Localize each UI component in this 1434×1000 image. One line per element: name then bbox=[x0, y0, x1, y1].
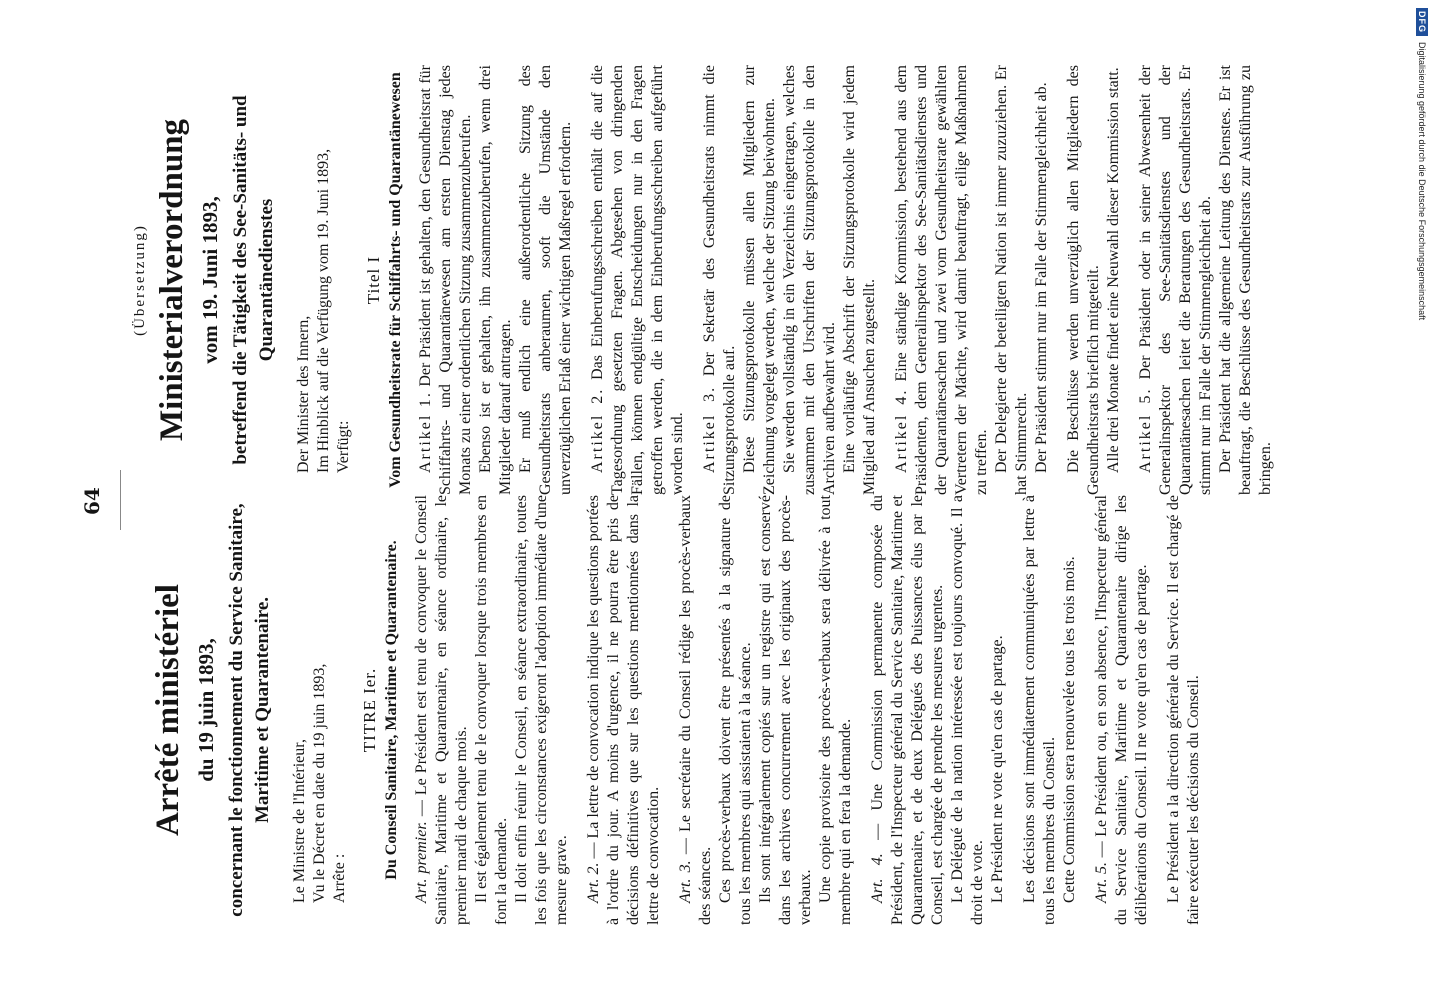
german-paragraph bbox=[780, 65, 840, 495]
french-paragraph bbox=[412, 495, 472, 925]
german-paragraph bbox=[992, 65, 1032, 495]
german-paragraph bbox=[892, 65, 992, 495]
french-article-label: Art. 5. bbox=[1093, 861, 1110, 903]
french-paragraph-text: — Le secrétaire du Conseil rédige les procès-verbaux des séances. bbox=[677, 495, 714, 925]
french-paragraph bbox=[756, 495, 816, 925]
german-article-label: Artikel 1. bbox=[417, 391, 434, 473]
french-paragraph-text: Le Président a la direction générale du Service. Il est chargé de faire exécuter les décisions du Conseil. bbox=[1165, 495, 1202, 925]
german-articles bbox=[416, 65, 1276, 495]
german-paragraph-text: Der Präsident hat die allgemeine Leitung des Dienstes. Er ist beauftragt, die Beschlüsse des Gesundheitsrats zur Ausführung zu bringen. bbox=[1217, 65, 1274, 495]
german-paragraph-text: Die Beschlüsse werden unverzüglich allen Mitgliedern des Gesundheitsrats brieflich mitgeteilt. bbox=[1065, 65, 1102, 495]
french-prelude-line: Le Ministre de l'Intérieur, bbox=[291, 739, 308, 903]
french-article-label: Art. 3. bbox=[677, 860, 694, 903]
german-paragraph-text: Eine ständige Kommission, bestehend aus dem Präsidenten, dem Generalinspektor des See-Sanitätsdienstes und der Quarantänesachen und zwei vom Gesundheitsrate gewählten Vertretern der Mächte, wird damit beauftragt, eilige Maßnahmen zu treffen. bbox=[893, 65, 990, 495]
german-titel-heading: Titel I bbox=[364, 255, 383, 305]
digitization-sidebar bbox=[1408, 8, 1432, 988]
french-article-label: Art. 4. bbox=[869, 853, 886, 903]
french-paragraph bbox=[584, 495, 664, 925]
french-prelude-line: Vu le Décret en date du 19 juin 1893, bbox=[311, 663, 328, 903]
german-paragraph bbox=[1136, 65, 1216, 495]
german-paragraph-text: Ebenso ist er gehalten, ihn zusammenzuberufen, wenn drei Mitglieder darauf antragen. bbox=[477, 65, 514, 495]
german-paragraph-text: Diese Sitzungsprotokolle müssen allen Mitgliedern zur Zeichnung vorgelegt werden, welche der Sitzung beiwohnten. bbox=[741, 65, 778, 495]
german-paragraph-text: Der Sekretär des Gesundheitsrats nimmt die Sitzungsprotokolle auf. bbox=[701, 65, 738, 495]
german-paragraph-text: Der Präsident ist gehalten, den Gesundheitsrat für Schiffahrts- und Quarantänewesen am ersten Dienstag jedes Monats zu einer ordentlichen Sitzung zusammenzuberufen. bbox=[417, 65, 474, 495]
french-paragraph bbox=[512, 495, 572, 925]
german-paragraph bbox=[840, 65, 880, 495]
german-title: Ministerialverordnung bbox=[154, 118, 190, 442]
french-article-label: Art. 2. bbox=[585, 862, 602, 903]
french-titre-heading: TITRE Ier. bbox=[360, 667, 379, 753]
french-paragraph bbox=[1060, 495, 1080, 925]
french-paragraph-text: — Le Président est tenu de convoquer le Conseil Sanitaire, Maritime et Quarantenaire, en séance ordinaire, le premier mardi de chaque mois. bbox=[413, 495, 470, 925]
french-title: Arrêté ministériel bbox=[150, 584, 186, 836]
french-paragraph-text: Il est également tenu de le convoquer lorsque trois membres en font la demande. bbox=[473, 495, 510, 925]
french-paragraph bbox=[1092, 495, 1152, 925]
digitization-note bbox=[1404, 8, 1428, 988]
german-paragraph-text: Das Einberufungsschreiben enthält die auf die Tagesordnung gesetzten Fragen. Abgesehen von dringenden Fällen, können endgültige Entscheidungen nur in den Fragen getroffen werden, die in dem Einberufungsschreiben aufgeführt worden sind. bbox=[589, 65, 686, 495]
french-paragraph bbox=[676, 495, 716, 925]
german-article-label: Artikel 5. bbox=[1137, 387, 1154, 473]
german-paragraph bbox=[1032, 65, 1052, 495]
digitization-note-text: Digitalisierung gefördert durch die Deutsche Forschungsgemeinschaft bbox=[1417, 42, 1427, 321]
german-paragraph bbox=[740, 65, 780, 495]
german-paragraph bbox=[516, 65, 576, 495]
german-paragraph bbox=[700, 65, 740, 495]
french-paragraph-text: — La lettre de convocation indique les questions portées à l'ordre du jour. A moins d'urgence, il ne pourra être pris de décisions définitives que sur les questions mentionnées dans la lettre de convocation. bbox=[585, 495, 662, 925]
french-prelude-line: Arrête : bbox=[331, 853, 348, 903]
german-overtitle: (Übersetzung) bbox=[132, 224, 148, 336]
french-column bbox=[130, 495, 1290, 925]
german-paragraph bbox=[1104, 65, 1124, 495]
french-article-label: Art. premier. bbox=[413, 821, 430, 903]
french-date: du 19 juin 1893, bbox=[194, 638, 218, 782]
german-prelude bbox=[294, 65, 354, 495]
german-column bbox=[130, 65, 1290, 495]
french-paragraph bbox=[988, 495, 1008, 925]
german-article-label: Artikel 3. bbox=[701, 385, 718, 473]
german-paragraph-text: Eine vorläufige Abschrift der Sitzungsprotokolle wird jedem Mitglied auf Ansuchen zugestellt. bbox=[841, 65, 878, 495]
german-titel-subheading: Vom Gesundheitsrate für Schiffahrts- und Quarantänewesen bbox=[387, 72, 404, 488]
german-paragraph-text: Sie werden vollständig in ein Verzeichnis eingetragen, welches zusammen mit den Urschriften der Sitzungsprotokolle in den Archiven aufbewahrt wird. bbox=[781, 65, 838, 495]
french-prelude bbox=[290, 495, 350, 925]
german-article-label: Artikel 2. bbox=[589, 387, 606, 473]
french-paragraph-text: Le Président ne vote qu'en cas de partage. bbox=[989, 635, 1006, 903]
german-paragraph bbox=[1064, 65, 1104, 495]
german-article-label: Artikel 4. bbox=[893, 388, 910, 473]
french-paragraph bbox=[948, 495, 988, 925]
german-paragraph bbox=[1216, 65, 1276, 495]
french-paragraph-text: Une copie provisoire des procès-verbaux sera délivrée à tout membre qui en fera la demande. bbox=[817, 495, 854, 925]
german-paragraph bbox=[416, 65, 476, 495]
french-paragraph bbox=[868, 495, 948, 925]
dfg-logo: DFG bbox=[1416, 8, 1428, 36]
french-paragraph bbox=[472, 495, 512, 925]
page-number-rule bbox=[120, 470, 121, 530]
german-subtitle: betreffend die Tätigkeit des See-Sanitäts- und Quarantänedienstes bbox=[230, 95, 277, 465]
french-paragraph-text: — Une Commission permanente composée du Président, de l'Inspecteur général du Service Sanitaire, Maritime et Quarantenaire, et de deux Délégués des Puissances élus par le Conseil, est chargée de prendre les mesures urgentes. bbox=[869, 495, 946, 925]
german-paragraph-text: Der Präsident oder in seiner Abwesenheit der Generalinspektor des See-Sanitätsdienstes und der Quarantänesachen leitet die Beratungen des Gesundheitsrats. Er stimmt nur im Falle der Stimmengleichheit ab. bbox=[1137, 65, 1214, 495]
french-paragraph-text: Le Délégué de la nation intéressée est toujours convoqué. Il a droit de vote. bbox=[949, 495, 986, 925]
french-subtitle: concernant le fonctionnement du Service Sanitaire, Maritime et Quarantenaire. bbox=[226, 503, 273, 917]
page-number: 64 bbox=[80, 487, 104, 515]
french-titre-subheading: Du Conseil Sanitaire, Maritime et Quarantenaire. bbox=[383, 540, 400, 880]
french-paragraph bbox=[716, 495, 756, 925]
french-paragraph bbox=[1164, 495, 1204, 925]
german-prelude-line: Im Hinblick auf die Verfügung vom 19. Juni 1893, bbox=[315, 148, 332, 473]
french-paragraph bbox=[1020, 495, 1060, 925]
german-paragraph-text: Der Präsident stimmt nur im Falle der Stimmengleichheit ab. bbox=[1033, 82, 1050, 473]
german-date: vom 19. Juni 1893, bbox=[198, 196, 222, 364]
french-paragraph-text: Il doit enfin réunir le Conseil, en séance extraordinaire, toutes les fois que les circonstances exigeront l'adoption immédiate d'une mesure grave. bbox=[513, 495, 570, 925]
french-paragraph-text: Les décisions sont immédiatement communiquées par lettre à tous les membres du Conseil. bbox=[1021, 495, 1058, 925]
german-paragraph-text: Alle drei Monate findet eine Neuwahl dieser Kommission statt. bbox=[1105, 67, 1122, 473]
french-paragraph-text: Ils sont intégralement copiés sur un registre qui est conservé dans les archives concurrement avec les originaux des procès-verbaux. bbox=[757, 495, 814, 925]
french-paragraph bbox=[816, 495, 856, 925]
german-paragraph bbox=[476, 65, 516, 495]
german-prelude-line: Der Minister des Innern, bbox=[295, 315, 312, 473]
german-paragraph-text: Er muß endlich eine außerordentliche Sitzung des Gesundheitsrats anberaumen, sooft die Umstände den unverzüglichen Erlaß einer wichtigen Maßregel erfordern. bbox=[517, 65, 574, 495]
german-prelude-line: Verfügt: bbox=[335, 420, 352, 473]
french-articles bbox=[412, 495, 1204, 925]
german-paragraph bbox=[588, 65, 688, 495]
french-paragraph-text: — Le Président ou, en son absence, l'Inspecteur général du Service Sanitaire, Maritime et Quarantenaire dirige les délibérations du Conseil. Il ne vote qu'en cas de partage. bbox=[1093, 495, 1150, 925]
french-paragraph-text: Ces procès-verbaux doivent être présentés à la signature de tous les membres qui assistaient à la séance. bbox=[717, 495, 754, 925]
french-paragraph-text: Cette Commission sera renouvelée tous les trois mois. bbox=[1061, 556, 1078, 903]
german-paragraph-text: Der Delegierte der beteiligten Nation ist immer zuzuziehen. Er hat Stimmrecht. bbox=[993, 65, 1030, 495]
